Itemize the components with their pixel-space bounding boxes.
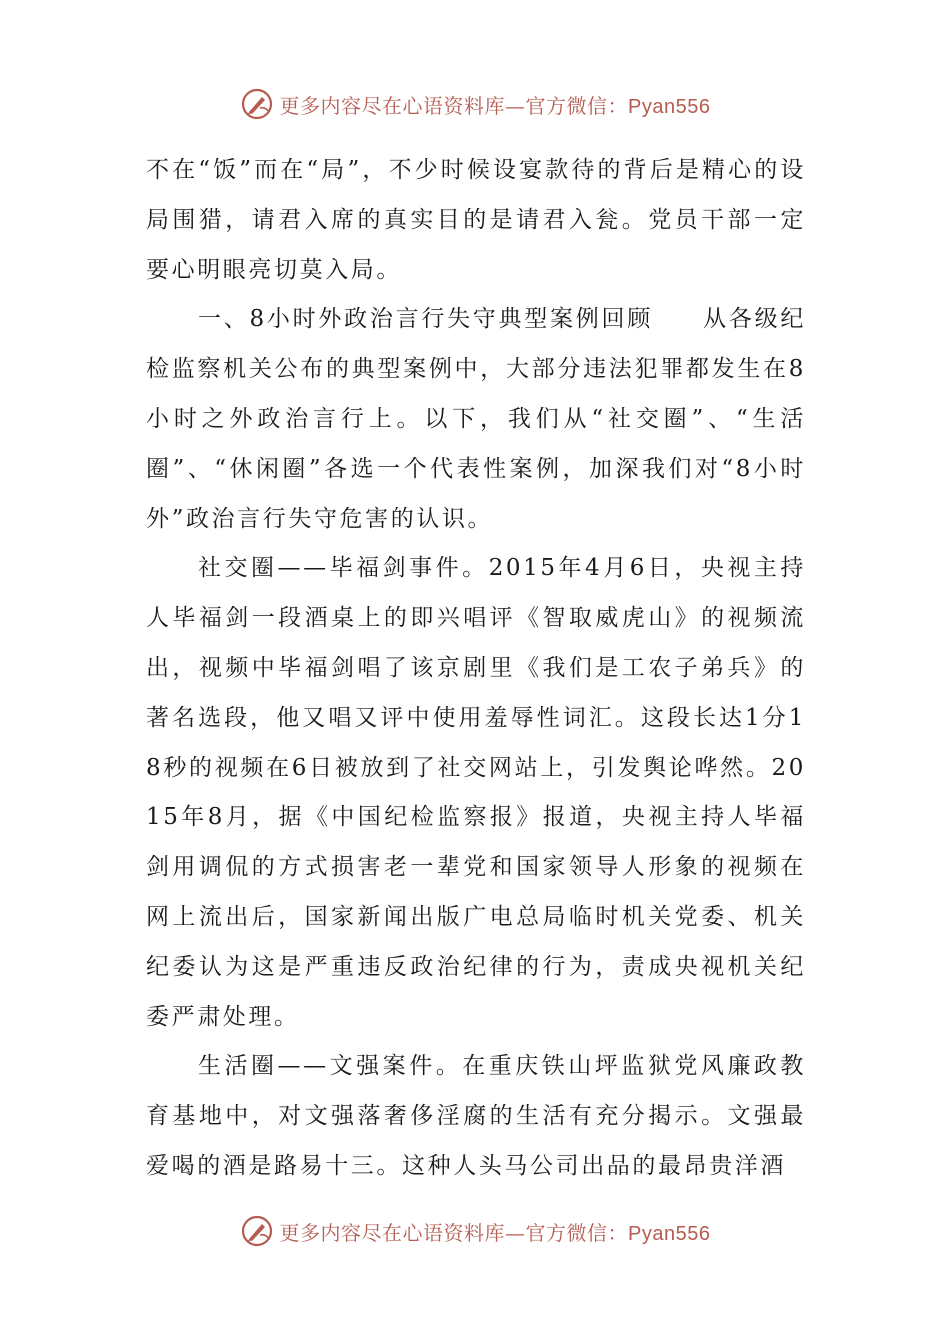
header-banner: [0, 84, 950, 124]
header-banner-text: 更多内容尽在心语资料库—官方微信：Pyan556: [279, 93, 711, 118]
paragraph: 生活圈——文强案件。在重庆铁山坪监狱党风廉政教育基地中，对文强落奢侈淫腐的生活有充分揭示。文强最爱喝的酒是路易十三。这种人头马公司出品的最昂贵洋酒: [146, 1053, 806, 1179]
document-body: [146, 146, 806, 1192]
header-wechat-id: Pyan556: [628, 95, 711, 118]
footer-banner: [0, 1211, 950, 1251]
section-heading: 一、8小时外政治言行失守典型案例回顾: [198, 306, 654, 333]
paragraph: [146, 295, 806, 544]
paragraph: 不在“饭”而在“局”，不少时候设宴款待的背后是精心的设局围猎，请君入席的真实目的是请君入瓮。党员干部一定要心明眼亮切莫入局。: [146, 157, 806, 283]
footer-wechat-id: Pyan556: [628, 1222, 711, 1245]
paragraph-text: 从各级纪检监察机关公布的典型案例中，大部分违法犯罪都发生在8小时之外政治言行上。以下，我们从“社交圈”、“生活圈”、“休闲圈”各选一个代表性案例，加深我们对“8小时外”政治言行失守危害的认识。: [146, 306, 806, 532]
pen-logo-icon: [240, 87, 274, 121]
paragraph: 社交圈——毕福剑事件。2015年4月6日，央视主持人毕福剑一段酒桌上的即兴唱评《智取威虎山》的视频流出，视频中毕福剑唱了该京剧里《我们是工农子弟兵》的著名选段，他又唱又评中使用羞辱性词汇。这段长达1分18秒的视频在6日被放到了社交网站上，引发舆论哗然。2015年8月，据《中国纪检监察报》报道，央视主持人毕福剑用调侃的方式损害老一辈党和国家领导人形象的视频在网上流出后，国家新闻出版广电总局临时机关党委、机关纪委认为这是严重违反政治纪律的行为，责成央视机关纪委严肃处理。: [146, 555, 806, 1030]
pen-logo-icon: [240, 1214, 274, 1248]
footer-banner-text: 更多内容尽在心语资料库—官方微信：Pyan556: [279, 1220, 711, 1245]
